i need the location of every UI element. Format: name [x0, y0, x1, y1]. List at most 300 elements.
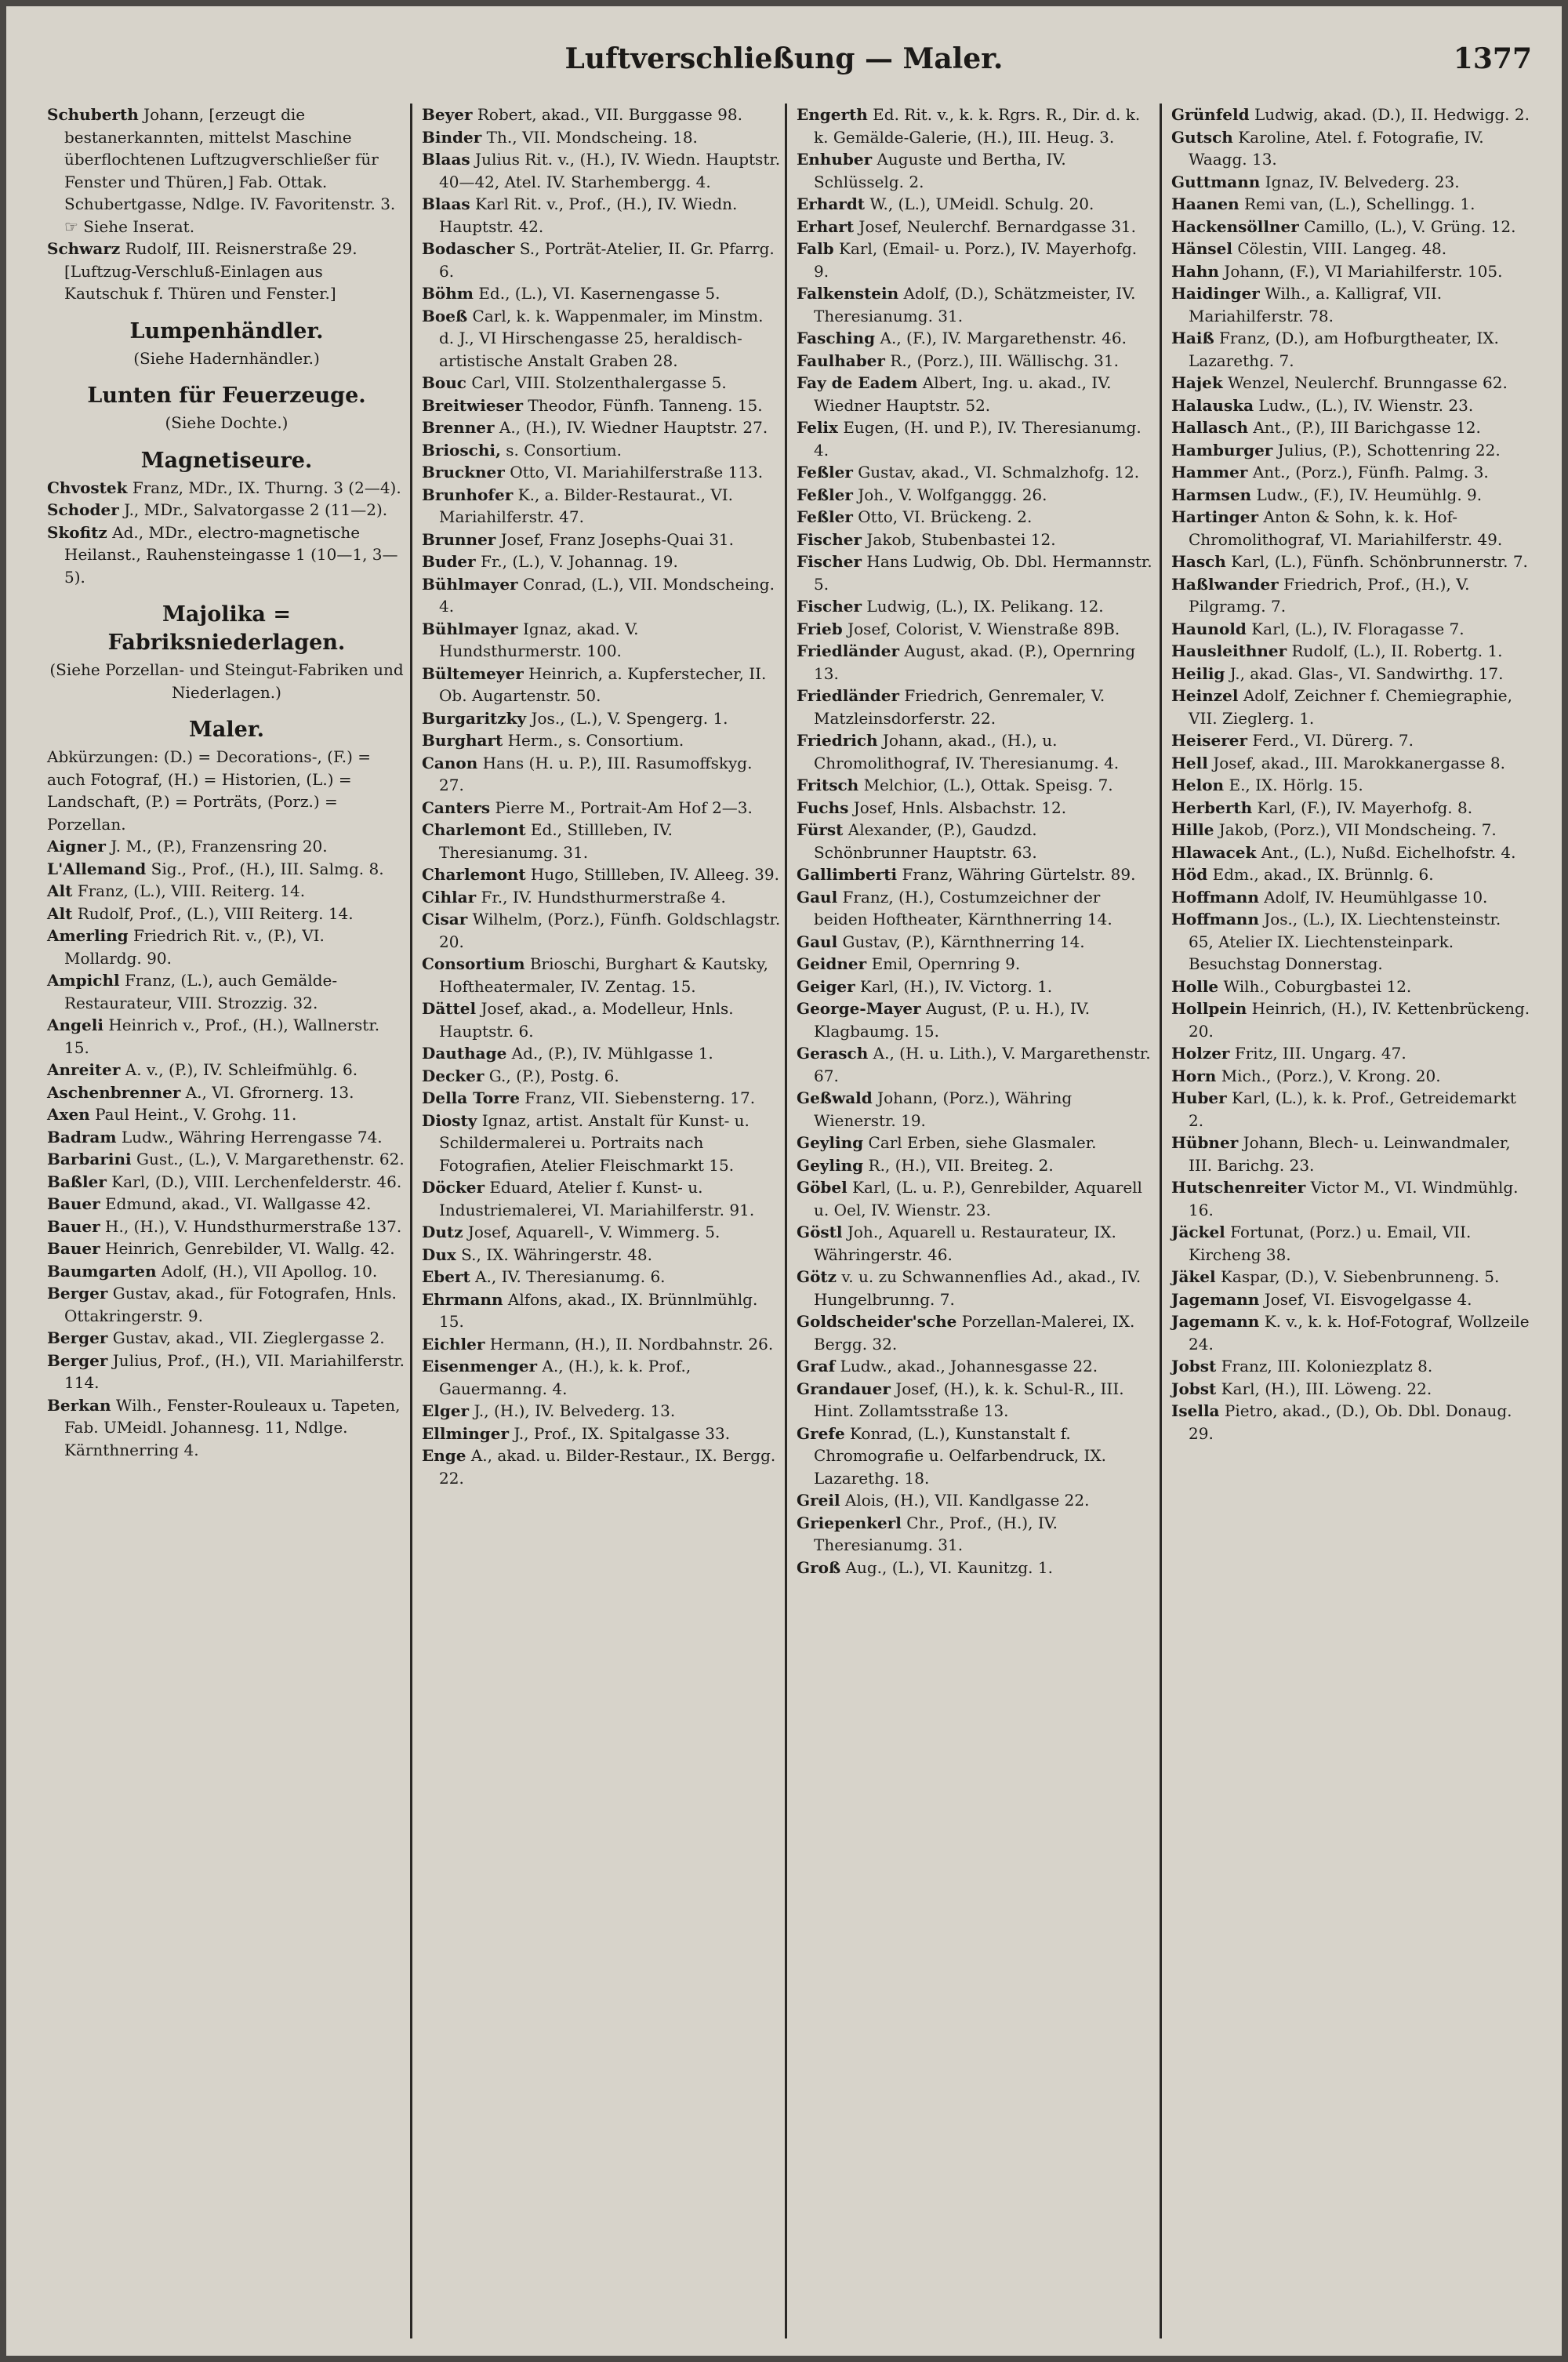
entry-name: Baßler: [47, 1172, 107, 1191]
entry-details: J. M., (P.), Franzensring 20.: [111, 837, 328, 856]
entry-name: Dauthage: [422, 1044, 507, 1063]
directory-entry: [47, 1394, 406, 1462]
entry-details: A., (H.), IV. Wiedner Hauptstr. 27.: [499, 418, 768, 437]
entry-details: Edmund, akad., VI. Wallgasse 42.: [105, 1194, 372, 1213]
directory-entry: [422, 953, 781, 997]
entry-name: Heiserer: [1171, 731, 1248, 750]
entry-details: Karl, (D.), VIII. Lerchenfelderstr. 46.: [111, 1172, 402, 1191]
entry-details: Wilh., Coburgbastei 12.: [1223, 976, 1412, 996]
entry-details: Jos., (L.), IX. Liechtensteinstr. 65, Atelier IX. Liechtensteinpark. Besuchstag Donnerstag.: [1189, 910, 1501, 973]
entry-name: Döcker: [422, 1178, 485, 1197]
directory-entry: [1171, 640, 1530, 663]
directory-entry: [1171, 819, 1530, 841]
directory-entry: [1171, 1132, 1530, 1176]
entry-name: Brunner: [422, 529, 496, 549]
entry-name: Axen: [47, 1105, 90, 1124]
entry-name: Alt: [47, 903, 73, 923]
entry-details: Julius, (P.), Schottenring 22.: [1277, 440, 1501, 460]
entry-details: A., VI. Gfrornerg. 13.: [185, 1082, 354, 1102]
entry-details: Karl, (F.), IV. Mayerhofg. 8.: [1257, 798, 1473, 817]
entry-name: Götz: [797, 1267, 837, 1286]
entry-details: Albert, Ing. u. akad., IV. Wiedner Hauptstr. 52.: [814, 373, 1112, 415]
entry-details: A., akad. u. Bilder-Restaur., IX. Bergg. 22.: [439, 1446, 776, 1488]
entry-name: Hallasch: [1171, 418, 1248, 437]
entry-name: Ehrmann: [422, 1289, 503, 1309]
entry-name: Falb: [797, 239, 834, 258]
directory-entry: [797, 863, 1156, 886]
entry-details: Franz, (L.), auch Gemälde-Restaurateur, VIII. Strozzig. 32.: [64, 971, 338, 1012]
entry-name: Guttmann: [1171, 172, 1261, 191]
entry-details: s. Consortium.: [506, 440, 622, 460]
directory-entry: [422, 416, 781, 439]
entry-details: Josef, VI. Eisvogelgasse 4.: [1264, 1289, 1472, 1309]
section-heading: Magnetiseure.: [140, 448, 313, 473]
entry-name: Buder: [422, 552, 476, 571]
entry-name: Fay de Eadem: [797, 373, 918, 392]
entry-name: Gutsch: [1171, 127, 1233, 147]
entry-details: S., Porträt-Atelier, II. Gr. Pfarrg. 6.: [439, 239, 775, 281]
entry-details: Kaspar, (D.), V. Siebenbrunneng. 5.: [1220, 1267, 1500, 1286]
entry-name: Enge: [422, 1446, 466, 1465]
directory-entry: [422, 439, 781, 462]
entry-details: Ignaz, artist. Anstalt für Kunst- u. Schildermalerei u. Portraits nach Fotografien, Atelier Fleischmarkt 15.: [439, 1110, 750, 1175]
entry-details: Ant., (P.), III Barichgasse 12.: [1253, 418, 1481, 437]
entry-name: Eisenmenger: [422, 1357, 538, 1375]
entry-details: Heinrich, a. Kupferstecher, II. Ob. Augartenstr. 50.: [439, 663, 767, 705]
entry-name: Dättel: [422, 999, 477, 1018]
directory-entry: [47, 1148, 406, 1171]
entry-name: Baumgarten: [47, 1261, 157, 1281]
entry-name: Heilig: [1171, 663, 1225, 683]
entry-name: Haunold: [1171, 619, 1247, 638]
entry-name: Isella: [1171, 1401, 1220, 1420]
entry-details: Robert, akad., VII. Burggasse 98.: [477, 105, 742, 124]
directory-entry: [422, 752, 781, 797]
entry-details: G., (P.), Postg. 6.: [488, 1066, 619, 1085]
entry-details: Franz, (D.), am Hofburgtheater, IX. Lazarethg. 7.: [1189, 329, 1499, 370]
entry-details: Auguste und Bertha, IV. Schlüsselg. 2.: [814, 150, 1066, 191]
entry-name: Haanen: [1171, 194, 1240, 213]
directory-entry: [1171, 171, 1530, 194]
entry-details: A., IV. Theresianumg. 6.: [475, 1267, 666, 1286]
entry-details: Carl, k. k. Wappenmaler, im Minstm. d. J., VI Hirschengasse 25, heraldisch-artistische Anstalt Graben 28.: [439, 306, 764, 370]
entry-name: Hausleithner: [1171, 641, 1287, 660]
directory-entry: [1171, 1176, 1530, 1221]
entry-name: Feßler: [797, 485, 853, 504]
entry-details: Hans (H. u. P.), III. Rasumoffskyg. 27.: [439, 753, 753, 794]
directory-entry: [797, 997, 1156, 1042]
directory-entry: [47, 1171, 406, 1194]
directory-entry: [422, 126, 781, 149]
directory-entry: [422, 997, 781, 1042]
entry-name: Friedrich: [797, 731, 878, 750]
entry-name: Hlawacek: [1171, 842, 1257, 862]
entry-details: Ludw., Währing Herrengasse 74.: [121, 1127, 383, 1146]
entry-details: Julius Rit. v., (H.), IV. Wiedn. Hauptstr. 40—42, Atel. IV. Starhembergg. 4.: [439, 150, 781, 191]
entry-details: Otto, VI. Brückeng. 2.: [858, 507, 1033, 526]
entry-details: Ludw., (L.), IV. Wienstr. 23.: [1258, 395, 1474, 415]
entry-name: Bruckner: [422, 463, 505, 481]
entry-name: Felix: [797, 418, 838, 437]
directory-page: [6, 6, 1562, 2356]
entry-details: Karl Rit. v., Prof., (H.), IV. Wiedn. Hauptstr. 42.: [439, 194, 738, 236]
entry-name: Grünfeld: [1171, 105, 1250, 124]
directory-entry: [1171, 976, 1530, 998]
entry-name: Hell: [1171, 753, 1208, 772]
entry-details: A., (H.), k. k. Prof., Gauermanng. 4.: [439, 1357, 691, 1398]
entry-name: Chvostek: [47, 478, 128, 497]
entry-details: Wenzel, Neulerchf. Brunngasse 62.: [1228, 373, 1508, 392]
entry-details: Cölestin, VIII. Langeg. 48.: [1237, 239, 1447, 258]
entry-details: R., (H.), VII. Breiteg. 2.: [868, 1155, 1054, 1175]
entry-name: Berger: [47, 1350, 108, 1370]
entry-name: Ellminger: [422, 1423, 509, 1443]
entry-name: Schoder: [47, 500, 119, 519]
entry-details: Ed., Stillleben, IV. Theresianumg. 31.: [439, 820, 673, 862]
entry-name: Haßlwander: [1171, 574, 1279, 594]
entry-details: Gust., (L.), V. Margarethenstr. 62.: [136, 1150, 405, 1168]
entry-details: W., (L.), UMeidl. Schulg. 20.: [869, 194, 1094, 213]
entry-name: Geiger: [797, 976, 855, 996]
entry-name: Holle: [1171, 976, 1219, 996]
entry-details: Johann, (Porz.), Währing Wienerstr. 19.: [814, 1088, 1073, 1130]
entry-name: Geyling: [797, 1155, 864, 1175]
entry-details: Carl Erben, siehe Glasmaler.: [868, 1133, 1097, 1152]
entry-name: Bauer: [47, 1194, 100, 1213]
directory-entry: [47, 238, 406, 305]
directory-entry: [797, 797, 1156, 819]
entry-details: Wilh., a. Kalligraf, VII. Mariahilferstr. 78.: [1189, 284, 1443, 325]
entry-name: Jäkel: [1171, 1267, 1216, 1286]
directory-entry: [797, 886, 1156, 931]
entry-name: Eichler: [422, 1334, 485, 1354]
entry-details: Wilh., Fenster-Rouleaux u. Tapeten, Fab. UMeidl. Johannesg. 11, Ndlge. Kärnthnerring 4.: [64, 1395, 401, 1459]
section-heading: Majolika = Fabriksniederlagen.: [107, 602, 346, 655]
directory-entry: [797, 461, 1156, 484]
entry-details: Ad., MDr., electro-magnetische Heilanst., Rauhensteingasse 1 (10—1, 3—5).: [64, 522, 398, 587]
directory-entry: [1171, 908, 1530, 976]
directory-entry: [47, 969, 406, 1014]
entry-name: Boeß: [422, 306, 468, 325]
entry-name: Ebert: [422, 1267, 470, 1286]
entry-name: Erhart: [797, 216, 855, 236]
entry-name: Dux: [422, 1245, 456, 1264]
entry-name: Charlemont: [422, 865, 526, 884]
directory-entry: [797, 350, 1156, 372]
column-1: [38, 104, 412, 2338]
entry-name: Canon: [422, 753, 478, 772]
directory-entry: [797, 416, 1156, 461]
directory-entry: [1171, 1378, 1530, 1401]
directory-entry: [422, 663, 781, 707]
directory-entry: [47, 880, 406, 903]
directory-entry: [1171, 663, 1530, 685]
directory-entry: [797, 1489, 1156, 1512]
entry-name: Feßler: [797, 507, 853, 526]
directory-entry: [422, 1042, 781, 1065]
entry-details: Fritz, III. Ungarg. 47.: [1234, 1044, 1406, 1063]
entry-name: Jäckel: [1171, 1223, 1225, 1241]
entry-name: Herberth: [1171, 798, 1253, 817]
directory-entry: [47, 1081, 406, 1104]
entry-details: Edm., akad., IX. Brünnlg. 6.: [1212, 865, 1434, 884]
directory-entry: [422, 618, 781, 663]
entry-details: Heinrich v., Prof., (H.), Wallnerstr. 15.: [64, 1016, 380, 1057]
directory-entry: [422, 1176, 781, 1221]
entry-details: K., a. Bilder-Restaurat., VI. Mariahilferstr. 47.: [439, 485, 734, 526]
entry-name: Falkenstein: [797, 284, 899, 303]
entry-name: Jobst: [1171, 1357, 1217, 1375]
directory-entry: [797, 1378, 1156, 1423]
entry-name: Hamburger: [1171, 440, 1273, 460]
directory-entry: [797, 551, 1156, 595]
entry-details: Hermann, (H.), II. Nordbahnstr. 26.: [489, 1334, 774, 1354]
entry-details: Ed. Rit. v., k. k. Rgrs. R., Dir. d. k. k. Gemälde-Galerie, (H.), III. Heug. 3.: [814, 105, 1141, 147]
directory-entry: [797, 774, 1156, 797]
directory-entry: [1171, 416, 1530, 439]
entry-name: Binder: [422, 127, 482, 147]
entry-name: Goldscheider'sche: [797, 1312, 957, 1331]
entry-details: Eugen, (H. und P.), IV. Theresianumg. 4.: [814, 418, 1142, 460]
directory-entry: [47, 858, 406, 881]
entry-details: Johann, (F.), VI Mariahilferstr. 105.: [1224, 261, 1503, 281]
directory-entry: [1171, 1355, 1530, 1378]
entry-details: Josef, akad., III. Marokkanergasse 8.: [1213, 753, 1505, 772]
directory-entry: [422, 193, 781, 238]
entry-details: Alfons, akad., IX. Brünnlmühlg. 15.: [439, 1289, 758, 1331]
entry-name: George-Mayer: [797, 999, 921, 1018]
entry-name: Hänsel: [1171, 239, 1232, 258]
directory-entry: [1171, 1065, 1530, 1088]
entry-name: Consortium: [422, 954, 525, 973]
entry-name: Enhuber: [797, 150, 873, 169]
entry-name: Harmsen: [1171, 485, 1252, 504]
entry-details: Joh., Aquarell u. Restaurateur, IX. Währingerstr. 46.: [814, 1223, 1116, 1264]
entry-details: Fortunat, (Porz.) u. Email, VII. Kircheng 38.: [1189, 1223, 1472, 1264]
entry-details: Franz, (H.), Costumzeichner der beiden Hoftheater, Kärnthnerring 14.: [814, 887, 1112, 928]
entry-details: J., (H.), IV. Belvederg. 13.: [474, 1401, 676, 1420]
directory-entry: [422, 908, 781, 953]
entry-details: A., (H. u. Lith.), V. Margarethenstr. 67.: [814, 1044, 1151, 1085]
entry-details: Karoline, Atel. f. Fotografie, IV. Waagg. 13.: [1189, 127, 1484, 169]
directory-entry: [1171, 439, 1530, 462]
directory-entry: [422, 573, 781, 618]
entry-details: Emil, Opernring 9.: [871, 954, 1021, 973]
directory-entry: [422, 461, 781, 484]
directory-entry: [1171, 1400, 1530, 1444]
entry-name: Fasching: [797, 329, 876, 347]
entry-details: Fr., (L.), V. Johannag. 19.: [481, 552, 678, 571]
directory-entry: [422, 863, 781, 886]
directory-entry: [1171, 372, 1530, 394]
entry-details: Friedrich, Genremaler, V. Matzleinsdorferstr. 22.: [814, 686, 1105, 728]
entry-details: A. v., (P.), IV. Schleifmühlg. 6.: [125, 1060, 358, 1079]
directory-entry: [797, 618, 1156, 641]
directory-entry: [47, 1327, 406, 1350]
directory-entry: [1171, 1042, 1530, 1065]
directory-entry: [1171, 484, 1530, 507]
entry-details: August, akad. (P.), Opernring 13.: [814, 641, 1136, 683]
entry-details: Anton & Sohn, k. k. Hof-Chromolithograf, VI. Mariahilferstr. 49.: [1189, 507, 1503, 549]
directory-entry: [797, 484, 1156, 507]
entry-details: Friedrich Rit. v., (P.), VI. Mollardg. 90.: [64, 926, 325, 968]
entry-details: Sig., Prof., (H.), III. Salmg. 8.: [151, 859, 384, 878]
entry-details: Johann, akad., (H.), u. Chromolithograf, IV. Theresianumg. 4.: [814, 731, 1120, 772]
entry-details: Josef, Colorist, V. Wienstraße 89B.: [848, 619, 1120, 638]
entry-name: Haiß: [1171, 329, 1214, 347]
directory-entry: [797, 193, 1156, 216]
entry-details: Ludwig, (L.), IX. Pelikang. 12.: [866, 597, 1104, 616]
entry-name: Hutschenreiter: [1171, 1178, 1306, 1197]
entry-details: Ludwig, akad. (D.), II. Hedwigg. 2.: [1254, 105, 1530, 124]
entry-name: Aschenbrenner: [47, 1082, 181, 1102]
entry-name: Hübner: [1171, 1133, 1239, 1152]
entry-name: Faulhaber: [797, 351, 885, 370]
entry-details: A., (F.), IV. Margarethenstr. 46.: [880, 329, 1127, 347]
directory-entry: [797, 640, 1156, 685]
entry-name: Schuberth: [47, 105, 139, 124]
entry-details: Josef, Franz Josephs-Quai 31.: [500, 529, 735, 549]
entry-details: Adolf, IV. Heumühlgasse 10.: [1264, 887, 1488, 907]
entry-name: Cihlar: [422, 887, 477, 907]
entry-name: Jobst: [1171, 1379, 1217, 1398]
entry-name: Schwarz: [47, 239, 121, 258]
entry-details: S., IX. Währingerstr. 48.: [461, 1245, 652, 1264]
entry-name: Höd: [1171, 865, 1208, 884]
entry-details: Jos., (L.), V. Spengerg. 1.: [531, 708, 728, 728]
entry-details: Josef, Hnls. Alsbachstr. 12.: [853, 798, 1067, 817]
entry-name: Heinzel: [1171, 686, 1239, 705]
directory-entry: [47, 1260, 406, 1283]
entry-name: Diosty: [422, 1110, 477, 1130]
directory-entry: [797, 1512, 1156, 1557]
entry-name: Aigner: [47, 837, 106, 856]
cross-reference-note: (Siehe Porzellan- und Steingut-Fabriken und Niederlagen.): [49, 660, 404, 702]
column-3: [787, 104, 1162, 2338]
directory-entry: [422, 394, 781, 417]
entry-name: Gallimberti: [797, 865, 898, 884]
entry-name: Feßler: [797, 463, 853, 481]
directory-entry: [422, 797, 781, 819]
entry-name: Hartinger: [1171, 507, 1259, 526]
directory-entry: [47, 903, 406, 925]
entry-name: Ampichl: [47, 971, 120, 990]
directory-entry: [422, 484, 781, 529]
entry-details: Heinrich, (H.), IV. Kettenbrückeng. 20.: [1189, 999, 1530, 1041]
entry-details: Josef, Aquarell-, V. Wimmerg. 5.: [467, 1223, 720, 1241]
entry-name: Fuchs: [797, 798, 849, 817]
directory-entry: [797, 148, 1156, 193]
directory-entry: [1171, 260, 1530, 283]
entry-name: Breitwieser: [422, 395, 524, 415]
entry-name: Brunhofer: [422, 485, 514, 504]
entry-name: Böhm: [422, 284, 474, 303]
entry-name: Fischer: [797, 552, 862, 571]
directory-entry: [47, 925, 406, 969]
entry-name: Bauer: [47, 1216, 100, 1236]
entry-details: Ferd., VI. Dürerg. 7.: [1252, 731, 1414, 750]
entry-details: Camillo, (L.), V. Grüng. 12.: [1304, 216, 1516, 236]
entry-details: Pietro, akad., (D.), Ob. Dbl. Donaug. 29.: [1189, 1401, 1512, 1443]
directory-entry: [797, 1221, 1156, 1266]
directory-entry: [422, 1065, 781, 1088]
column-4: [1162, 104, 1537, 2338]
directory-entry: [1171, 394, 1530, 417]
entry-name: Geidner: [797, 954, 867, 973]
directory-entry: [797, 506, 1156, 529]
entry-name: Amerling: [47, 926, 129, 945]
entry-name: Bouc: [422, 373, 466, 392]
directory-entry: [797, 1423, 1156, 1490]
directory-entry: [1171, 327, 1530, 372]
directory-entry: [797, 104, 1156, 148]
entry-details: Gustav, akad., VI. Schmalzhofg. 12.: [858, 463, 1140, 481]
entry-details: Herm., s. Consortium.: [507, 731, 684, 750]
entry-name: Elger: [422, 1401, 470, 1420]
entry-details: Joh., V. Wolfganggg. 26.: [858, 485, 1047, 504]
entry-details: H., (H.), V. Hundsthurmerstraße 137.: [105, 1216, 402, 1236]
directory-entry: [1171, 618, 1530, 641]
entry-details: Chr., Prof., (H.), IV. Theresianumg. 31.: [814, 1513, 1058, 1554]
entry-name: Charlemont: [422, 820, 526, 839]
directory-entry: [797, 1176, 1156, 1221]
entry-name: L'Allemand: [47, 859, 147, 878]
directory-entry: [797, 729, 1156, 774]
entry-name: Beyer: [422, 105, 473, 124]
directory-entry: [1171, 573, 1530, 618]
entry-details: Josef, (H.), k. k. Schul-R., III. Hint. Zollamtsstraße 13.: [814, 1379, 1124, 1420]
entry-name: Hoffmann: [1171, 887, 1259, 907]
directory-entry: [47, 1282, 406, 1327]
entry-details: Rudolf, III. Reisnerstraße 29. [Luftzug-Verschluß-Einlagen aus Kautschuk f. Thüren und Fenster.]: [64, 239, 358, 303]
entry-details: Conrad, (L.), VII. Mondscheing. 4.: [439, 574, 775, 616]
directory-entry: [797, 1154, 1156, 1177]
entry-details: Wilhelm, (Porz.), Fünfh. Goldschlagstr. 20.: [439, 910, 781, 951]
entry-details: Franz, Währing Gürtelstr. 89.: [902, 865, 1136, 884]
entry-details: J., Prof., IX. Spitalgasse 33.: [514, 1423, 731, 1443]
directory-entry: [1171, 1221, 1530, 1266]
entry-details: Jakob, (Porz.), VII Mondscheing. 7.: [1218, 820, 1497, 839]
entry-name: Burghart: [422, 731, 503, 750]
entry-details: Porzellan-Malerei, IX. Bergg. 32.: [814, 1312, 1135, 1354]
directory-entry: [47, 1350, 406, 1394]
directory-entry: [797, 327, 1156, 350]
entry-details: Gustav, akad., VII. Zieglergasse 2.: [112, 1328, 385, 1347]
directory-entry: [1171, 752, 1530, 775]
directory-entry: [1171, 551, 1530, 573]
entry-name: Göbel: [797, 1178, 848, 1197]
directory-entry: [797, 1042, 1156, 1087]
entry-details: Ignaz, IV. Belvederg. 23.: [1265, 172, 1460, 191]
entry-name: Hajek: [1171, 373, 1223, 392]
entry-name: Frieb: [797, 619, 843, 638]
directory-entry: [422, 1333, 781, 1356]
section-heading: Maler.: [189, 718, 264, 742]
section-heading: Lunten für Feuerzeuge.: [87, 383, 366, 408]
directory-entry: [422, 104, 781, 126]
entry-details: Heinrich, Genrebilder, VI. Wallg. 42.: [105, 1239, 395, 1258]
directory-entry: [1171, 886, 1530, 909]
directory-entry: [1171, 863, 1530, 886]
entry-name: Skofitz: [47, 522, 107, 542]
entry-details: Adolf, (D.), Schätzmeister, IV. Theresianumg. 31.: [814, 284, 1136, 325]
directory-entry: [47, 1103, 406, 1126]
entry-name: Della Torre: [422, 1088, 520, 1107]
directory-entry: [422, 305, 781, 372]
directory-entry: [47, 835, 406, 858]
entry-name: Hammer: [1171, 463, 1248, 481]
entry-name: Jagemann: [1171, 1289, 1260, 1309]
